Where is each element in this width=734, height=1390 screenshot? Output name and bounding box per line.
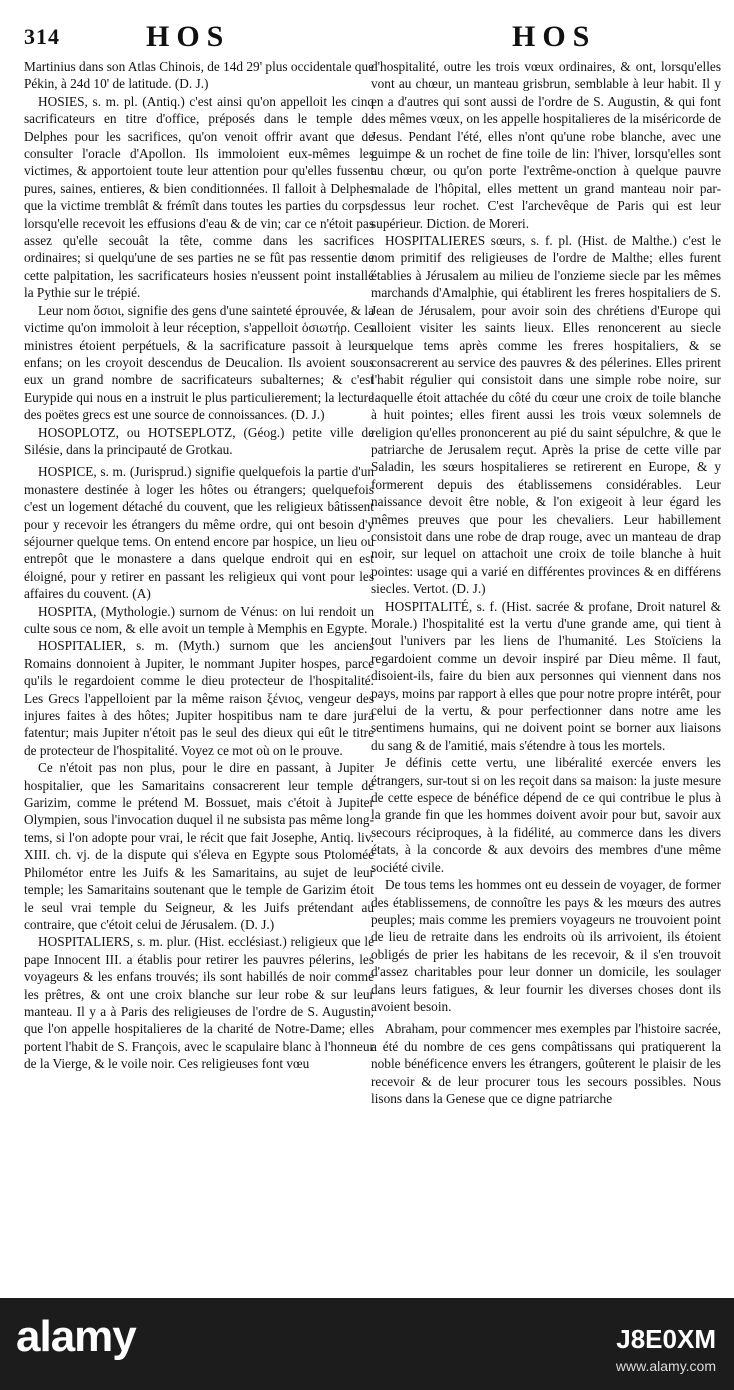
site-url: www.alamy.com — [615, 1358, 716, 1374]
running-headword-left: HOS — [146, 20, 231, 53]
entry-continuation: d'hospitalité, outre les trois vœux ordinaires, & ont, lorsqu'elles vont au chœur, un manteau grisbrun, semblable à leur habit. Il y en a d'autres qui sont aussi de l'ordre de S. Augustin, & qui font les mêmes vœux, on les appelle hospitalieres de la miséricorde de Jesus. Pendant l'été, elles n'ont qu'une robe blanche, avec une guimpe & un rochet de fine toile de lin: l'hiver, lorsqu'elles sont au chœur, ou qu'on porte l'extrême-onction à quelque pauvre malade de l'hôpital, elles mettent un grand manteau noir par-dessus leur rochet. C'est l'archevêque de Paris qui est leur supérieur. Diction. de Moreri. — [371, 59, 721, 231]
watermark-banner — [0, 1298, 734, 1390]
entry-hospitaliers: HOSPITALIERS, s. m. plur. (Hist. ecclésiast.) religieux que le pape Innocent III. a établis pour retirer les pauvres pélerins, les voyageurs & les enfans trouvés; ils sont habillés de noir comme les prêtres, & ont une croix blanche sur leur robe & sur leur manteau. Il y a à Paris des religieuses de l'ordre de S. Augustin, que l'on appelle hospitalieres de la charité de Notre-Dame; elles portent l'habit de S. François, avec le scapulaire blanc à l'honneur de la Vierge, & le voile noir. Ces religieuses font vœu — [24, 934, 374, 1072]
entry-hospitalier: HOSPITALIER, s. m. (Myth.) surnom que les anciens Romains donnoient à Jupiter, le nommant Jupiter hospes, parce qu'ils le regardoient comme le dieu protecteur de l'hospitalité. Les Grecs l'appelloient par la même raison ξένιος, vengeur des injures faites à des hôtes; Jupiter hospitibus nam te dare jura fatentur; mais Jupiter n'étoit pas le seul des dieux qui eût le titre de protecteur de l'hospitalité. Voyez ce mot où on le prouve. — [24, 638, 374, 758]
entry-hospitalieres: HOSPITALIERES sœurs, s. f. pl. (Hist. de Malthe.) c'est le nom primitif des religieuses de l'ordre de Malthe; elles furent établies à Jérusalem au milieu de l'onzieme siecle par les mêmes marchands d'Amalphie, qui établirent les freres hospitaliers de S. Jean de Jérusalem, pour avoir soin des chrétiens d'Europe qui alloient visiter les saints lieux. Elles renoncerent au siecle quelque tems après comme les freres hospitaliers, & se consacrerent au service des pauvres & des pélerines. Elles prirent l'habit régulier qui consistoit dans une simple robe noire, sur laquelle étoit attachée du côté du cœur une croix de toile blanche à huit pointes; elles firent aussi les trois vœux solemnels de religion qu'elles prononcerent au pié du saint sépulchre, & que le patriarche de Jerusalem reçut. Après la prise de cette ville par Saladin, les sœurs hospitalieres se retirerent en Europe, & y formerent depuis des établissemens considérables. Leur naissance devoit être noble, & l'on exigeoit à leur égard les mêmes preuves que pour les chevaliers. Leur habillement consistoit dans une robe de drap rouge, avec un manteau de drap noir, sur lequel on attachoit une croix de toile blanche à huit pointes: usage qui a varié en différentes provinces & en différens siecles. Vertot. (D. J.) — [371, 233, 721, 597]
entry-hospita: HOSPITA, (Mythologie.) surnom de Vénus: on lui rendoit un culte sous ce nom, & elle avoit un temple à Memphis en Egypte. — [24, 603, 374, 636]
left-column — [24, 58, 374, 1073]
running-headword-right: HOS — [512, 20, 597, 53]
entry-paragraph: Leur nom ὅσιοι, signifie des gens d'une sainteté éprouvée, & la victime qu'on immoloit à leur réception, s'appelloit ὁσιωτήρ. Ces ministres étoient perpétuels, & la sacrificature passoit à leurs enfans; on les croyoit descendus de Deucalion. Ils avoient sous eux un grand nombre de sacrificateurs subalternes; & c'est Eurypide qui nous en a instruit le plus particulierement; la lecture des poëtes grecs est une source de connoissances. (D. J.) — [24, 302, 374, 423]
entry-paragraph: Ce n'étoit pas non plus, pour le dire en passant, à Jupiter hospitalier, que les Samaritains consacrerent leur temple de Garizim, comme le prétend M. Bossuet, mais c'étoit à Jupiter Olympien, sous l'invocation duquel il ne subsista pas même long-tems, si l'on adopte pour vrai, le récit que fait Josephe, Antiq. liv. XIII. ch. vj. de la dispute qui s'éleva en Egypte sous Ptolomée Philométor entre les Juifs & les Samaritains, au sujet de leur temple; les Samaritains soutenant que le temple de Garizim étoit le seul vrai temple du Seigneur, & les Juifs prétendant au contraire, que c'étoit celui de Jérusalem. (D. J.) — [24, 760, 374, 932]
entry-paragraph: De tous tems les hommes ont eu dessein de voyager, de former des établissemens, de connoître les pays & les mœurs des autres peuples; mais comme les premiers voyageurs ne trouvoient point de lieu de retraite dans les endroits où ils arrivoient, ils étoient obligés de prier les habitans de les recevoir, & il s'en trouvoit d'assez charitables pour leur donner un domicile, les soulager dans leurs fatigues, & leur fournir les diverses choses dont ils avoient besoin. — [371, 877, 721, 1014]
page-header — [24, 18, 714, 58]
entry-hospitalite: HOSPITALITÉ, s. f. (Hist. sacrée & profane, Droit naturel & Morale.) l'hospitalité est la vertu d'une grande ame, qui tient à tout l'univers par les liens de l'humanité. Les Stoïciens la regardoient comme un devoir inspiré par Dieu même. Il faut, disoient-ils, faire du bien aux personnes qui viennent dans nos pays, moins par rapport à elles que pour notre propre intérêt, pour celui de la vertu, & pour perfectionner dans notre ame les sentimens humains, qui ne doivent point se borner aux liaisons du sang & de l'amitié, mais s'étendre à tous les mortels. — [371, 598, 721, 753]
entry-hospice: HOSPICE, s. m. (Jurisprud.) signifie quelquefois la partie d'un monastere destinée à loger les hôtes ou étrangers; quelquefois c'est un logement détaché du couvent, que les religieux bâtissent pour y recevoir les étrangers du même ordre, qui ont besoin d'y séjourner quelque tems. On entend encore par hospice, un lieu ou entrepôt que le monastere a dans quelque endroit qui en est éloigné, pour y retirer en passant les religieux qui vont pour les affaires du couvent. (A) — [24, 464, 374, 602]
alamy-logo: alamy — [16, 1312, 136, 1361]
entry-continuation: Martinius dans son Atlas Chinois, de 14d 29' plus occidentale que Pékin, à 24d 10' de latitude. (D. J.) — [24, 59, 374, 92]
entry-hosies: HOSIES, s. m. pl. (Antiq.) c'est ainsi qu'on appelloit les cinq sacrificateurs en titre d'office, préposés dans le temple de Delphes pour les sacrifices, qu'on venoit offrir avant que de consulter l'oracle d'Apollon. Ils immoloient eux-mêmes les victimes, & apportoient toute leur attention pour qu'elles fussent pures, saines, entieres, & bien conditionnées. Il falloit à Delphes que la victime tremblât & frémît dans toutes les parties du corps, lorsqu'elle recevoit les effusions d'eau & de vin; car ce n'étoit pas assez qu'elle secouât la tête, comme dans les sacrifices ordinaires; si quelqu'une de ses parties ne se fût pas ressentie de cette palpitation, les sacrificateurs hosies n'eussent point installé la Pythie sur le trépié. — [24, 93, 374, 301]
image-id: J8E0XM — [616, 1324, 716, 1354]
entry-paragraph: Abraham, pour commencer mes exemples par l'histoire sacrée, a été du nombre de ces gens compâtissans qui pratiquerent la noble bénéficence envers les étrangers, goûterent le plaisir de les recevoir & de leur procurer tous les secours possibles. Nous lisons dans la Genese que ce digne patriarche — [371, 1021, 721, 1106]
page-number: 314 — [24, 24, 60, 49]
entry-hosoplotz: HOSOPLOTZ, ou HOTSEPLOTZ, (Géog.) petite ville de Silésie, dans la principauté de Grotkau. — [24, 424, 374, 457]
right-column — [371, 58, 721, 1107]
entry-paragraph: Je définis cette vertu, une libéralité exercée envers les étrangers, sur-tout si on les reçoit dans sa maison: la juste mesure de cette espece de bénéfice dépend de ce qui contribue le plus à la grande fin que les hommes doivent avoir pour but, savoir aux secours réciproques, à la fidélité, au commerce dans les divers états, à la concorde & aux devoirs des membres d'une même société civile. — [371, 755, 721, 875]
